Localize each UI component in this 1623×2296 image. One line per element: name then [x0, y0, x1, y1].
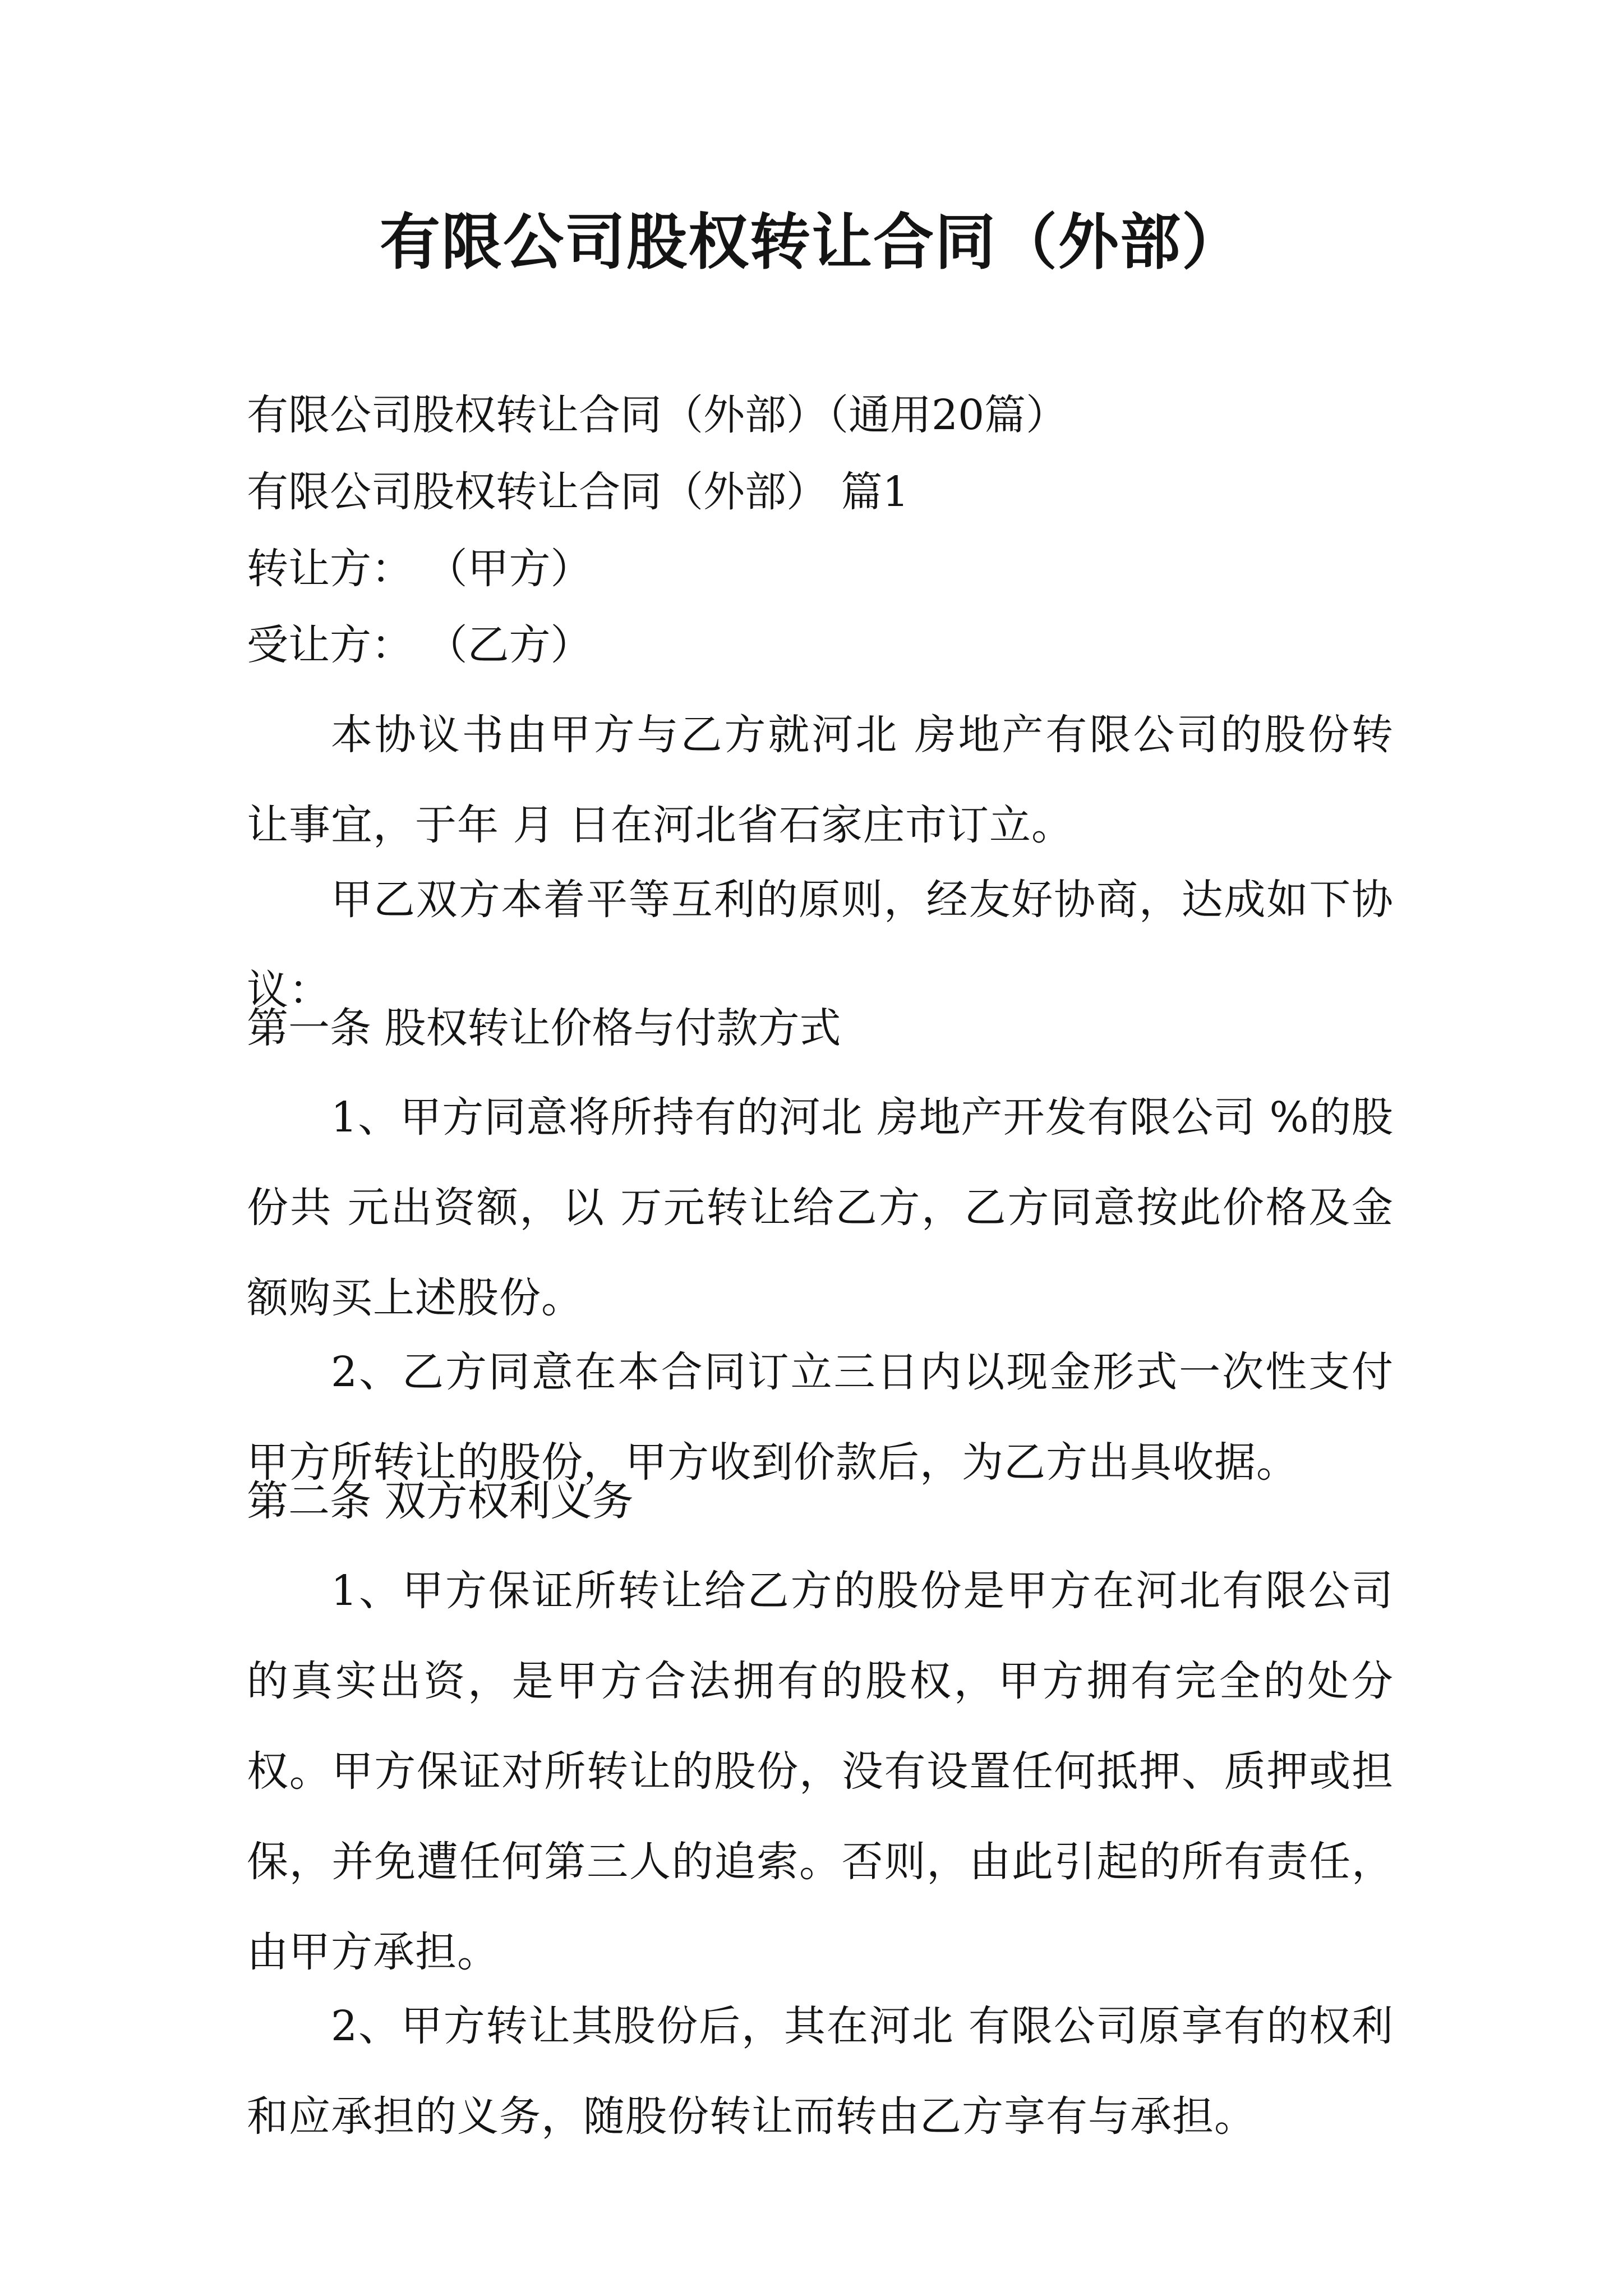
article2-item2: 2、甲方转让其股份后，其在河北 有限公司原享有的权利和应承担的义务，随股份转让而转由乙方享有与承担。 — [247, 2002, 1394, 2141]
document-subtitle: 有限公司股权转让合同（外部）（通用20篇） — [247, 391, 1068, 439]
intro-paragraph: 本协议书由甲方与乙方就河北 房地产有限公司的股份转让事宜，于年 月 日在河北省石家庄市订立。 — [247, 711, 1394, 849]
document-title: 有限公司股权转让合同（外部） — [379, 208, 1243, 278]
transferee-line: 受让方： （乙方） — [247, 621, 592, 669]
transferor-line: 转让方： （甲方） — [247, 545, 592, 593]
article1-item2: 2、乙方同意在本合同订立三日内以现金形式一次性支付甲方所转让的股份，甲方收到价款后，为乙方出具收据。 — [247, 1348, 1394, 1487]
article1-heading: 第一条 股权转让价格与付款方式 — [247, 1004, 841, 1052]
consensus-paragraph: 甲乙双方本着平等互利的原则，经友好协商，达成如下协议： — [247, 876, 1394, 1014]
article2-item1: 1、甲方保证所转让给乙方的股份是甲方在河北有限公司的真实出资，是甲方合法拥有的股权，甲方拥有完全的处分权。甲方保证对所转让的股份，没有设置任何抵押、质押或担保，并免遭任何第三人的追索。否则，由此引起的所有责任，由甲方承担。 — [247, 1567, 1394, 1976]
section-heading: 有限公司股权转让合同（外部） 篇1 — [247, 468, 909, 516]
article2-heading: 第二条 双方权利义务 — [247, 1477, 634, 1525]
article1-item1: 1、甲方同意将所持有的河北 房地产开发有限公司 %的股份共 元出资额，以 万元转让给乙方，乙方同意按此价格及金额购买上述股份。 — [247, 1093, 1394, 1322]
